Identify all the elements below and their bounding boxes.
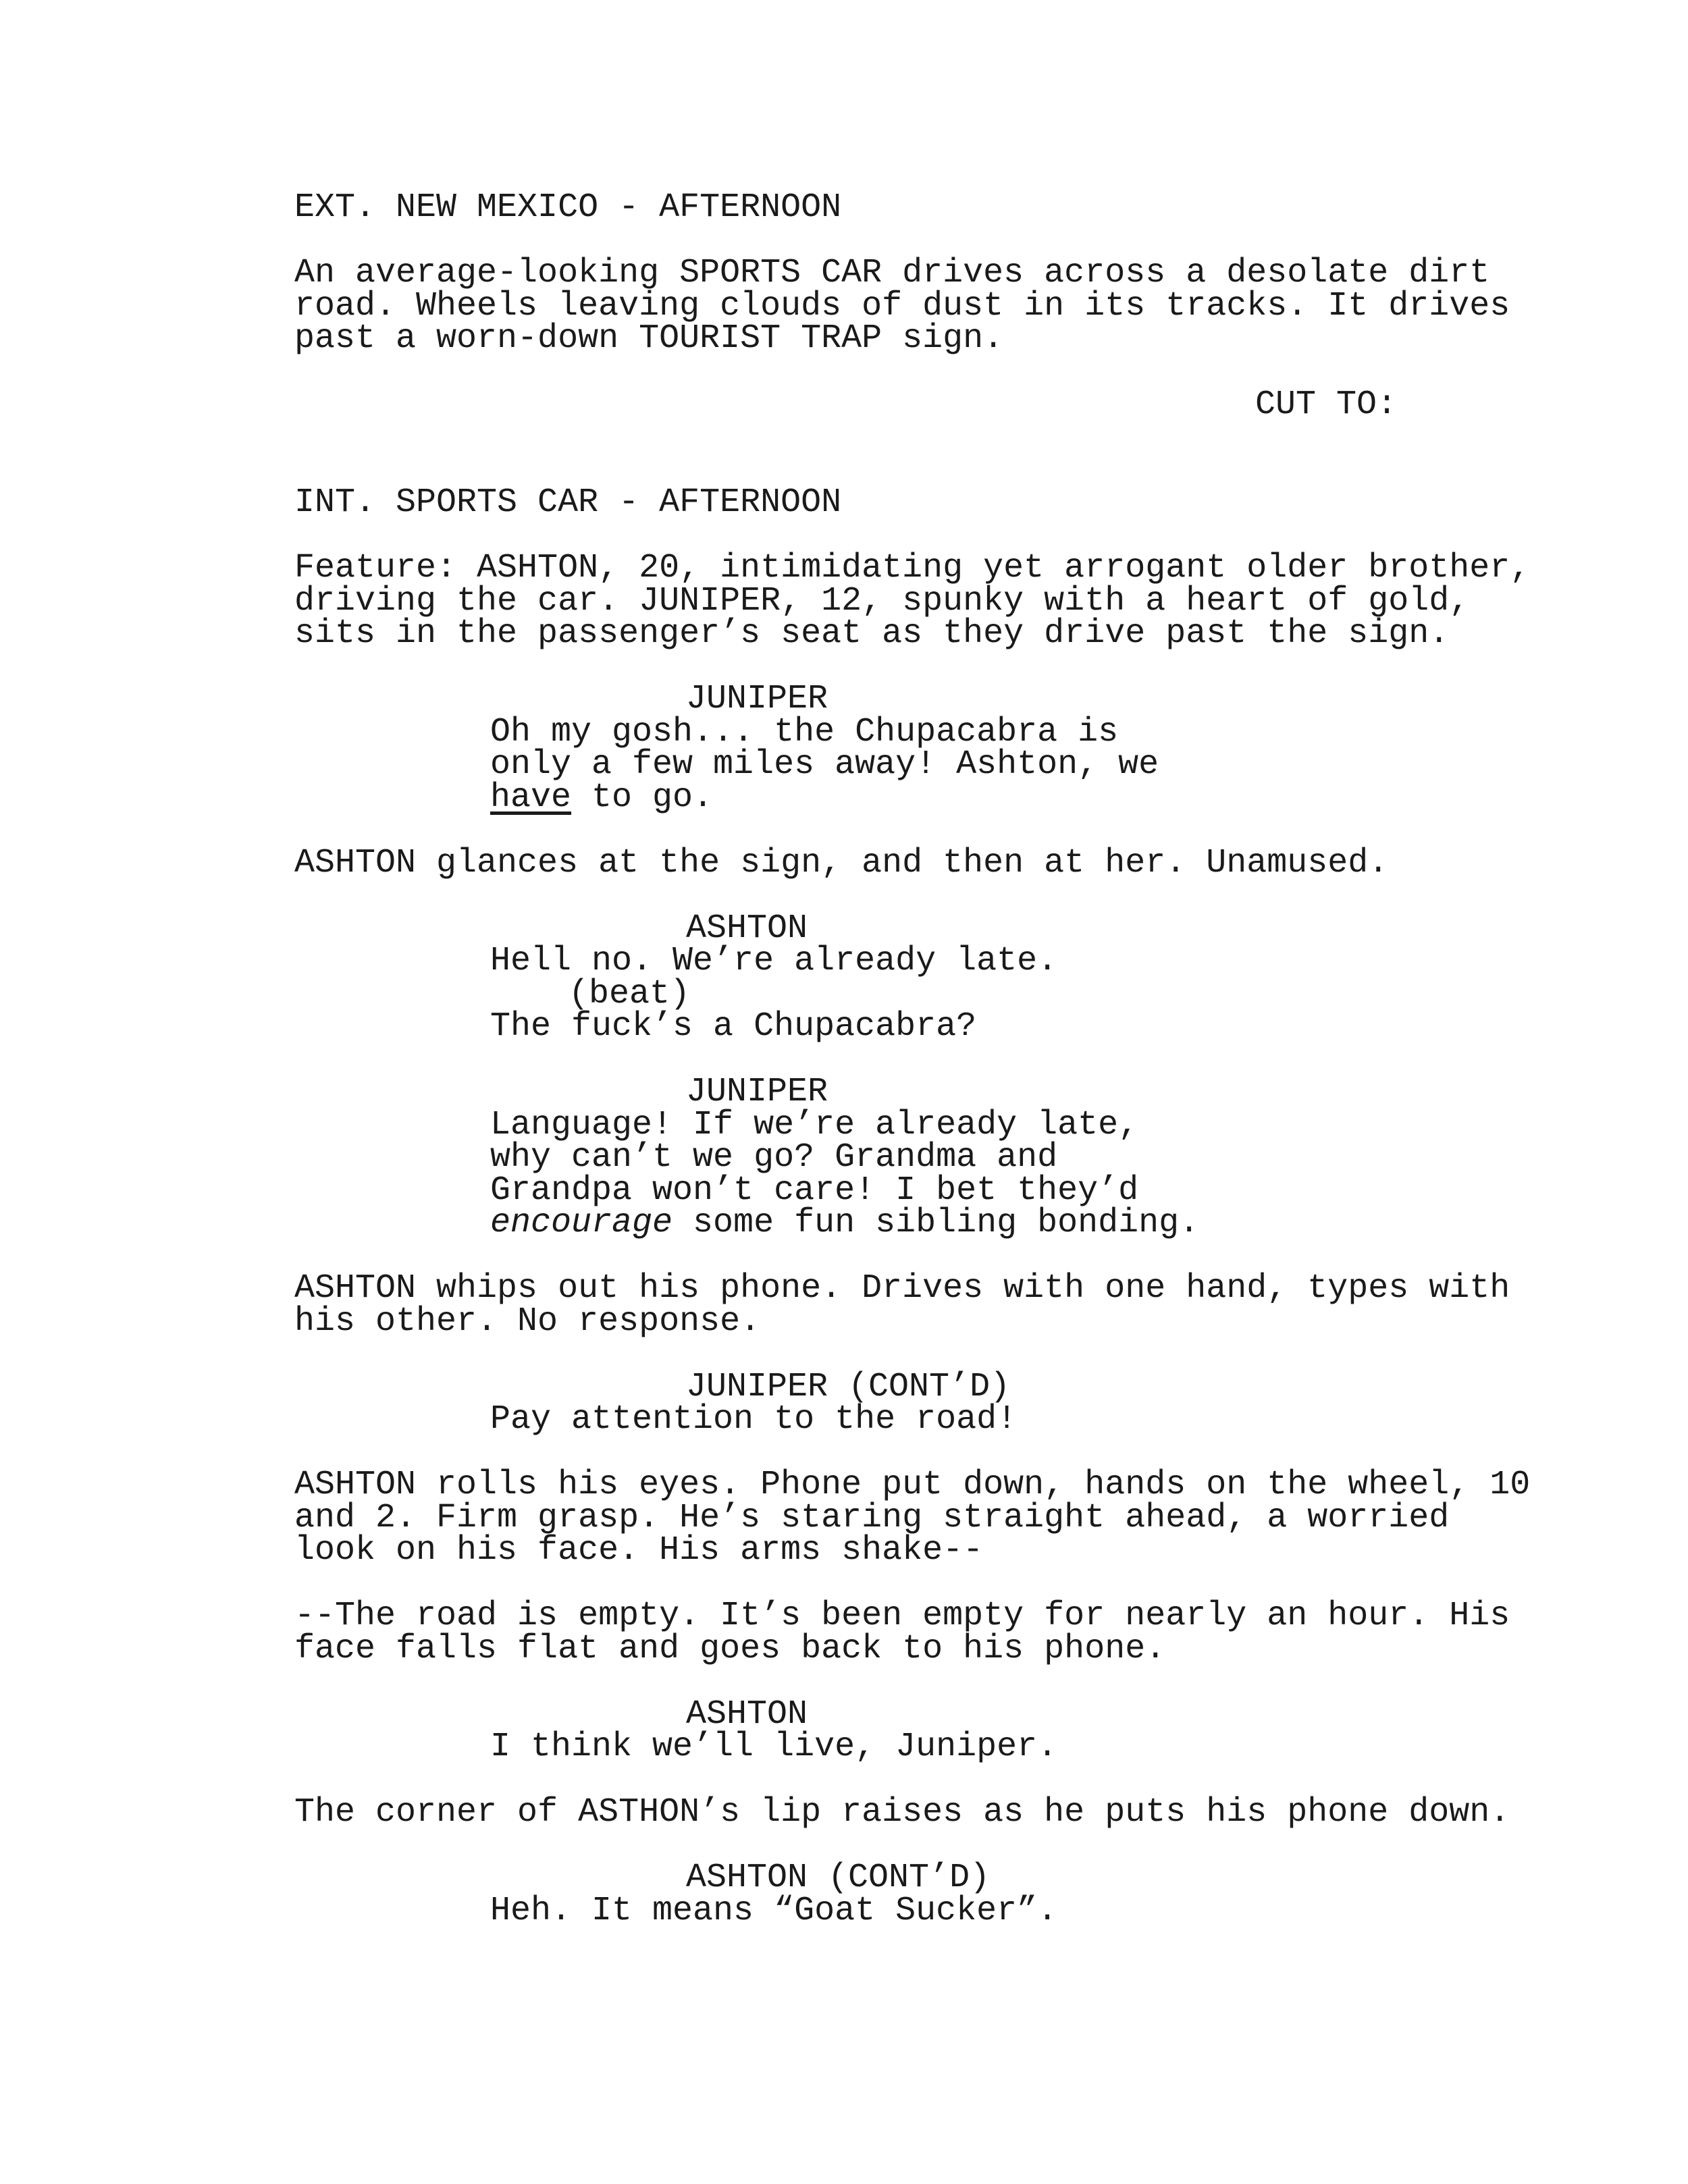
dialogue-line: Pay attention to the road! [490,1400,1018,1439]
character-cue: JUNIPER (CONT’D) [686,1368,1011,1406]
dialogue-text: some fun sibling bonding. [672,1204,1200,1242]
character-cue: JUNIPER [686,680,828,718]
character-cue: ASHTON [686,909,808,948]
dialogue-line [490,778,714,817]
dialogue-line: why can’t we go? Grandma and [490,1138,1058,1177]
dialogue-line: Language! If we’re already late, [490,1106,1139,1144]
dialogue-line: Grandpa won’t care! I bet they’d [490,1171,1139,1210]
italic-word: encourage [490,1204,673,1242]
action-line: ASHTON glances at the sign, and then at her. Unamused. [294,844,1389,882]
action-line: sits in the passenger’s seat as they drive past the sign. [294,614,1450,653]
dialogue-line: Heh. It means “Goat Sucker”. [490,1892,1058,1930]
action-line: past a worn-down TOURIST TRAP sign. [294,319,1004,358]
action-line: ASHTON whips out his phone. Drives with one hand, types with [294,1269,1510,1308]
action-line: Feature: ASHTON, 20, intimidating yet arrogant older brother, [294,549,1531,587]
action-line: driving the car. JUNIPER, 12, spunky with a heart of gold, [294,582,1470,620]
dialogue-line: Hell no. We’re already late. [490,942,1058,980]
dialogue-line: Oh my gosh... the Chupacabra is [490,713,1119,751]
parenthetical: (beat) [569,975,691,1013]
scene-heading-1: EXT. NEW MEXICO - AFTERNOON [294,188,842,227]
action-line: ASHTON rolls his eyes. Phone put down, hands on the wheel, 10 [294,1466,1531,1504]
dialogue-line [490,1204,1200,1242]
action-line: --The road is empty. It’s been empty for nearly an hour. His [294,1597,1510,1635]
action-line: look on his face. His arms shake-- [294,1531,984,1570]
action-line: his other. No response. [294,1302,761,1341]
scene-heading-2: INT. SPORTS CAR - AFTERNOON [294,483,842,522]
action-line: road. Wheels leaving clouds of dust in its tracks. It drives [294,287,1510,325]
underlined-word: have [490,778,572,817]
dialogue-line: I think we’ll live, Juniper. [490,1728,1058,1766]
action-line: The corner of ASTHON’s lip raises as he puts his phone down. [294,1793,1510,1832]
character-cue: ASHTON (CONT’D) [686,1859,991,1897]
character-cue: JUNIPER [686,1073,828,1111]
dialogue-line: The fuck’s a Chupacabra? [490,1007,977,1046]
character-cue: ASHTON [686,1695,808,1734]
action-line: and 2. Firm grasp. He’s staring straight ahead, a worried [294,1499,1450,1537]
dialogue-text: to go. [571,778,714,817]
action-line: An average-looking SPORTS CAR drives across a desolate dirt [294,254,1490,292]
transition: CUT TO: [1255,385,1398,424]
action-line: face falls flat and goes back to his phone. [294,1630,1166,1668]
dialogue-line: only a few miles away! Ashton, we [490,745,1159,784]
